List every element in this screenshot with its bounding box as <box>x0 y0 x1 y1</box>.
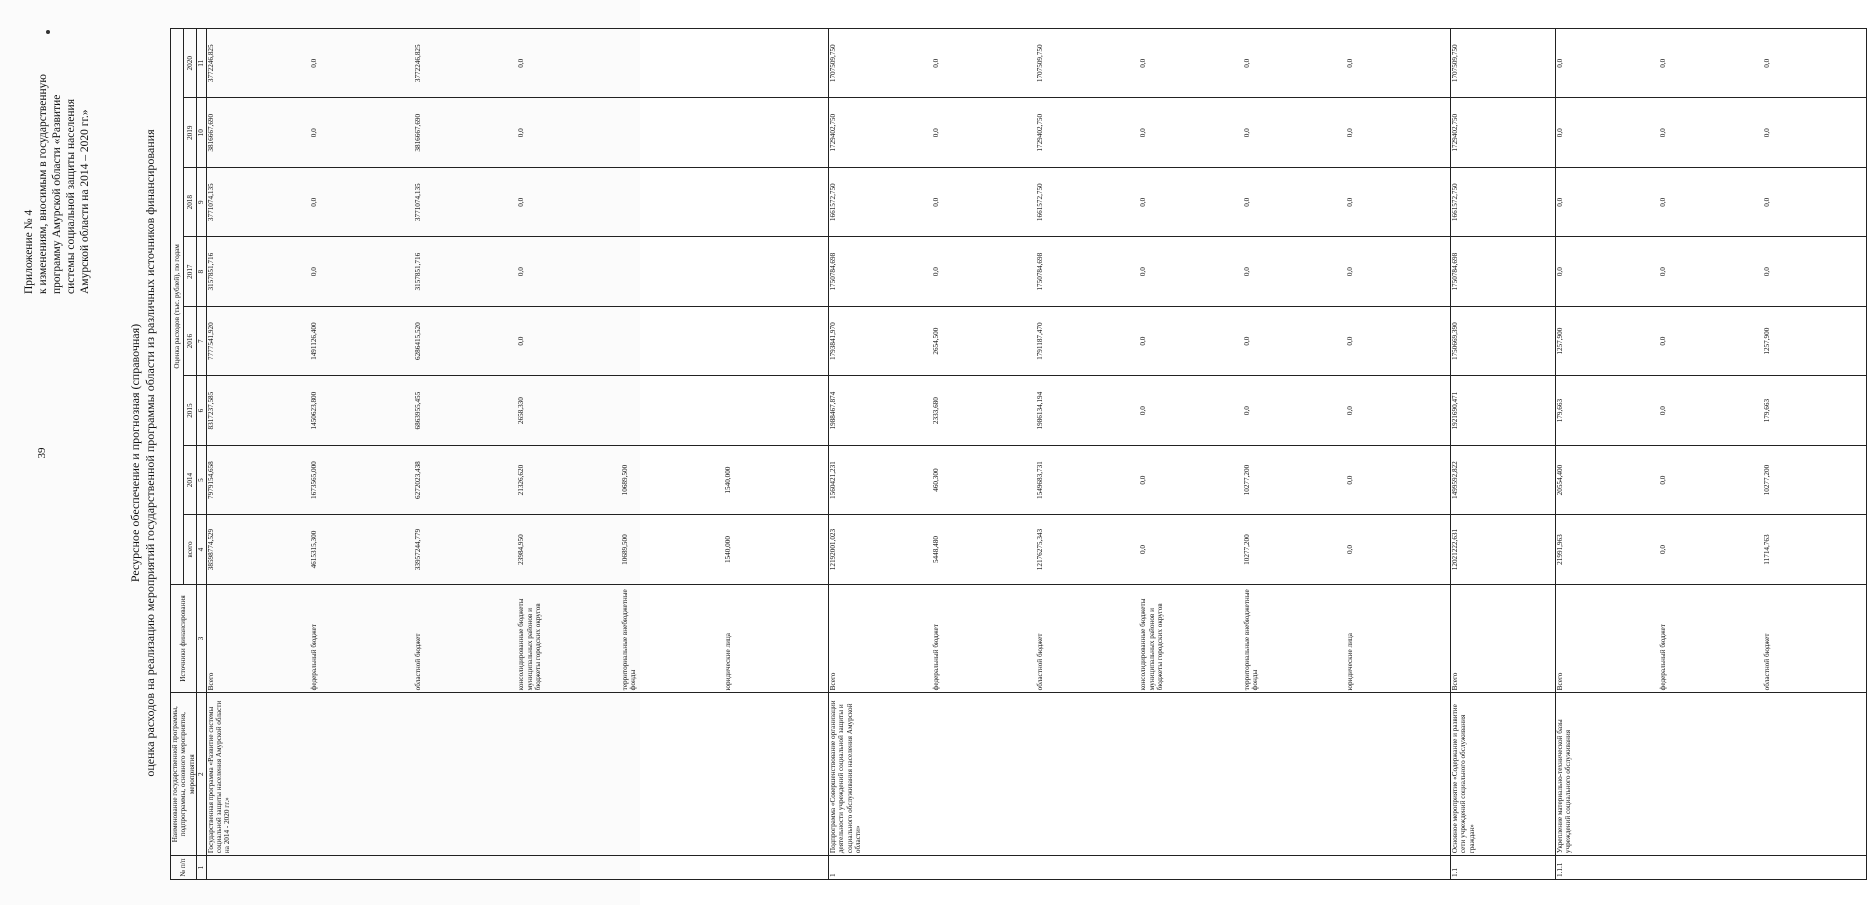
header-year: 2019 <box>184 98 197 167</box>
source-label: федеральный бюджет <box>932 624 941 691</box>
amount-value: 0,0 <box>1346 545 1355 555</box>
amount-list <box>207 31 828 96</box>
amount-value: 1988467,874 <box>828 391 837 430</box>
amount-list <box>1556 239 1867 303</box>
amount-cell <box>206 237 828 306</box>
amount-value: 33957244,779 <box>413 528 422 571</box>
amount-value: 20554,400 <box>1555 464 1564 496</box>
amount-value: 0,0 <box>1659 475 1668 485</box>
amount-value: 0,0 <box>1762 267 1771 277</box>
amount-value: 0,0 <box>517 267 526 277</box>
column-index: 3 <box>197 584 206 693</box>
amount-value: 0,0 <box>1659 267 1668 277</box>
table-row <box>828 29 1450 880</box>
amount-cell <box>206 445 828 514</box>
amount-list <box>1556 31 1867 96</box>
amount-value: 3816667,690 <box>206 113 215 152</box>
amount-list <box>829 448 1450 512</box>
amount-value: 1791187,470 <box>1035 322 1044 360</box>
amount-value: 0,0 <box>1139 58 1148 68</box>
column-index: 11 <box>197 29 206 99</box>
amount-cell <box>828 29 1450 99</box>
amount-value: 0,0 <box>1659 336 1668 346</box>
column-index: 7 <box>197 306 206 375</box>
amount-list <box>1556 101 1867 165</box>
amount-list <box>829 170 1450 234</box>
amount-value: 460,300 <box>932 468 941 492</box>
amount-value: 1750669,390 <box>1451 322 1459 361</box>
amount-value: 1257,900 <box>1555 327 1564 355</box>
amount-cell <box>1555 237 1867 306</box>
amount-value: 1540,000 <box>724 536 733 564</box>
amount-value: 0,0 <box>1346 128 1355 138</box>
amount-cell <box>206 98 828 167</box>
amount-value: 38598774,529 <box>206 528 215 571</box>
header-year: 2016 <box>184 306 197 375</box>
amount-value: 1986134,194 <box>1035 391 1044 430</box>
amount-value: 0,0 <box>932 58 941 68</box>
amount-value: 1729402,750 <box>1035 113 1044 152</box>
header-year: 2014 <box>184 445 197 514</box>
amount-value <box>724 378 828 442</box>
amount-cell <box>828 98 1450 167</box>
amount-value: 3816667,690 <box>413 113 422 152</box>
amount-value: 3771074,135 <box>413 183 422 222</box>
amount-value: 1661572,750 <box>1451 183 1459 222</box>
amount-value: 0,0 <box>1555 128 1564 138</box>
amount-value: 8317237,585 <box>206 391 215 430</box>
amount-cell <box>1555 29 1867 99</box>
rotated-document <box>20 18 1771 888</box>
table-row <box>206 29 828 880</box>
amount-value <box>724 170 828 234</box>
amount-value: 7979154,658 <box>206 461 215 499</box>
amount-value: 21991,963 <box>1555 534 1564 565</box>
source-cell <box>828 584 1450 693</box>
amount-value: 10277,200 <box>1762 464 1771 496</box>
amount-cell <box>206 515 828 584</box>
amount-cell <box>828 445 1450 514</box>
amount-list <box>1451 31 1555 96</box>
amount-value: 1707509,750 <box>828 44 837 83</box>
source-label: консолидированные бюджеты муниципальных районов и бюджеты городских округов <box>517 598 543 691</box>
amount-value: 1750784,698 <box>1035 252 1044 291</box>
amount-value: 1257,900 <box>1762 327 1771 355</box>
amount-value: 0,0 <box>1346 58 1355 68</box>
amount-value: 11714,763 <box>1762 534 1771 565</box>
budget-table <box>170 28 1867 880</box>
amount-value: 0,0 <box>1242 128 1251 138</box>
appendix-note <box>22 24 92 294</box>
amount-list <box>829 309 1450 373</box>
amount-cell <box>828 515 1450 584</box>
amount-value: 0,0 <box>1139 545 1148 555</box>
amount-value: 12176275,343 <box>1035 528 1044 571</box>
amount-value: 1560421,231 <box>828 461 837 499</box>
source-list <box>207 587 828 691</box>
amount-cell <box>206 167 828 236</box>
amount-value: 0,0 <box>1659 406 1668 416</box>
amount-value <box>724 31 828 96</box>
amount-list <box>1556 517 1867 581</box>
appendix-line: программу Амурской области «Развитие <box>51 94 63 294</box>
amount-value: 10277,200 <box>1242 534 1251 565</box>
amount-list <box>1451 517 1555 581</box>
source-label: Всего <box>1451 672 1459 691</box>
amount-value: 0,0 <box>1346 475 1355 485</box>
source-label: федеральный бюджет <box>1659 624 1668 691</box>
amount-value: 0,0 <box>1139 406 1148 416</box>
amount-value: 2333,680 <box>932 397 941 425</box>
amount-value: 1793841,970 <box>828 322 837 361</box>
header-name: Наименование государственной программы, подпрограммы, основного мероприятия, мероприятия <box>171 693 197 856</box>
row-number <box>206 856 828 880</box>
column-index: 8 <box>197 237 206 306</box>
amount-value: 0,0 <box>1555 197 1564 207</box>
amount-value: 1707509,750 <box>1451 44 1459 83</box>
amount-value: 1540,000 <box>724 466 733 494</box>
amount-value: 0,0 <box>1555 58 1564 68</box>
amount-value <box>621 239 725 303</box>
amount-cell <box>1451 237 1556 306</box>
amount-value: 0,0 <box>1139 475 1148 485</box>
amount-value: 1750784,698 <box>1451 252 1459 291</box>
column-index: 6 <box>197 376 206 445</box>
amount-list <box>1556 448 1867 512</box>
row-number: 1.1.1 <box>1555 856 1867 880</box>
amount-list <box>207 239 828 303</box>
amount-value: 0,0 <box>932 197 941 207</box>
amount-value: 0,0 <box>1242 267 1251 277</box>
amount-value: 0,0 <box>1346 197 1355 207</box>
amount-value: 1750784,698 <box>828 252 837 291</box>
amount-list <box>207 309 828 373</box>
amount-value: 1549683,731 <box>1035 461 1044 499</box>
amount-list <box>1451 309 1555 373</box>
source-label: территориальные внебюджетные фонды <box>1242 589 1260 691</box>
budget-body <box>197 29 1867 880</box>
amount-value: 0,0 <box>1242 58 1251 68</box>
heading-line: оценка расходов на реализацию мероприятий государственной программы области из различных источников финансирования <box>143 129 157 777</box>
amount-value: 3157851,716 <box>206 252 215 291</box>
amount-value <box>621 31 725 96</box>
amount-value: 12192001,023 <box>828 528 837 571</box>
column-index: 2 <box>197 693 206 856</box>
amount-value: 1707509,750 <box>1035 44 1044 83</box>
amount-value: 6272023,438 <box>413 461 422 499</box>
amount-list <box>1451 378 1555 442</box>
amount-value: 0,0 <box>1346 336 1355 346</box>
appendix-line: Амурской области на 2014 – 2020 гг.» <box>79 109 91 294</box>
amount-value: 0,0 <box>1242 197 1251 207</box>
amount-value: 10689,500 <box>620 534 629 565</box>
source-list <box>829 587 1450 691</box>
amount-value: 0,0 <box>310 197 319 207</box>
source-label: Всего <box>1555 672 1564 691</box>
amount-value: 5448,480 <box>932 536 941 564</box>
amount-cell <box>828 376 1450 445</box>
amount-value: 179,663 <box>1555 398 1564 423</box>
appendix-line: системы социальной защиты населения <box>65 99 77 294</box>
row-title: Государственная программа «Развитие системы социальной защиты населения Амурской области на 2014 - 2020 гг.» <box>206 693 828 856</box>
amount-value: 1491126,400 <box>310 322 319 360</box>
table-row <box>1555 29 1867 880</box>
amount-cell <box>828 237 1450 306</box>
amount-value: 0,0 <box>1659 197 1668 207</box>
amount-list <box>1556 170 1867 234</box>
amount-value: 2658,330 <box>517 397 526 425</box>
amount-value: 23984,950 <box>517 534 526 565</box>
amount-value: 0,0 <box>1346 406 1355 416</box>
amount-list <box>1451 101 1555 165</box>
amount-value: 10277,200 <box>1242 464 1251 496</box>
source-label: юридические лица <box>724 633 733 691</box>
amount-cell <box>206 376 828 445</box>
header-num: № п/п <box>171 856 197 880</box>
amount-list <box>829 31 1450 96</box>
amount-value: 21326,620 <box>517 464 526 496</box>
amount-value: 0,0 <box>310 58 319 68</box>
source-label: юридические лица <box>1346 633 1355 691</box>
amount-list <box>1451 448 1555 512</box>
header-total: всего <box>184 515 197 584</box>
amount-value: 179,663 <box>1762 398 1771 423</box>
amount-value: 3772246,825 <box>413 44 422 83</box>
amount-cell <box>1555 306 1867 375</box>
amount-value: 0,0 <box>517 336 526 346</box>
amount-value: 1673565,000 <box>310 461 319 499</box>
amount-value <box>724 101 828 165</box>
row-number: 1 <box>828 856 1450 880</box>
amount-value: 0,0 <box>1762 58 1771 68</box>
appendix-line: к изменениям, вносимым в государственную <box>37 74 49 294</box>
amount-list <box>829 378 1450 442</box>
amount-value: 0,0 <box>517 197 526 207</box>
amount-value: 0,0 <box>1659 58 1668 68</box>
amount-value <box>621 101 725 165</box>
amount-value: 10689,500 <box>620 464 629 496</box>
amount-list <box>207 448 828 512</box>
amount-list <box>1556 309 1867 373</box>
table-heading <box>128 18 158 888</box>
source-label: территориальные внебюджетные фонды <box>620 589 638 691</box>
amount-value: 1729402,750 <box>1451 113 1459 152</box>
column-index: 9 <box>197 167 206 236</box>
amount-cell <box>1555 515 1867 584</box>
amount-list <box>207 378 828 442</box>
page-number: 39 <box>36 447 48 459</box>
amount-list <box>207 517 828 581</box>
row-title: Подпрограмма «Совершенствование организации деятельности учреждений социальной защиты и социального обслуживания населения Амурской области» <box>828 693 1450 856</box>
amount-value: 0,0 <box>932 128 941 138</box>
source-label: федеральный бюджет <box>310 624 319 691</box>
amount-cell <box>1451 98 1556 167</box>
amount-list <box>207 101 828 165</box>
amount-value: 6286415,520 <box>413 322 422 361</box>
amount-value: 0,0 <box>517 128 526 138</box>
amount-value: 1661572,750 <box>1035 183 1044 222</box>
amount-cell <box>1555 376 1867 445</box>
amount-value: 12021222,631 <box>1451 528 1459 571</box>
header-year: 2017 <box>184 237 197 306</box>
source-cell <box>1555 584 1867 693</box>
amount-list <box>829 517 1450 581</box>
amount-value: 0,0 <box>1762 128 1771 138</box>
amount-value: 0,0 <box>1139 336 1148 346</box>
column-index-row <box>197 29 206 880</box>
appendix-line: Приложение № 4 <box>23 209 35 294</box>
amount-value: 0,0 <box>1762 197 1771 207</box>
header-estimate: Оценка расходов (тыс. рублей), по годам <box>171 29 184 585</box>
amount-list <box>207 170 828 234</box>
amount-value <box>724 239 828 303</box>
header-source: Источники финансирования <box>171 584 197 693</box>
amount-list <box>1451 170 1555 234</box>
amount-value: 1921690,471 <box>1451 391 1459 430</box>
column-index: 5 <box>197 445 206 514</box>
source-label: консолидированные бюджеты муниципальных районов и бюджеты городских округов <box>1139 598 1165 691</box>
amount-value: 0,0 <box>1139 197 1148 207</box>
amount-cell <box>828 306 1450 375</box>
amount-cell <box>1451 167 1556 236</box>
amount-cell <box>206 29 828 99</box>
amount-cell <box>1555 445 1867 514</box>
amount-value: 3771074,135 <box>206 183 215 222</box>
amount-cell <box>1451 445 1556 514</box>
amount-cell <box>206 306 828 375</box>
amount-value <box>724 309 828 373</box>
header-year: 2018 <box>184 167 197 236</box>
source-cell <box>206 584 828 693</box>
amount-value: 1661572,750 <box>828 183 837 222</box>
amount-value: 1729402,750 <box>828 113 837 152</box>
amount-value <box>621 170 725 234</box>
amount-cell <box>828 167 1450 236</box>
header-year: 2015 <box>184 376 197 445</box>
amount-value: 3157851,716 <box>413 252 422 291</box>
amount-value: 4615315,300 <box>310 530 319 569</box>
amount-cell <box>1451 306 1556 375</box>
amount-value: 0,0 <box>1139 128 1148 138</box>
amount-value: 0,0 <box>1139 267 1148 277</box>
amount-value: 3772246,825 <box>206 44 215 83</box>
header-year: 2020 <box>184 29 197 99</box>
row-title: Укрепление материально-технической базы учреждений социального обслуживания <box>1555 693 1867 856</box>
source-cell <box>1451 584 1556 693</box>
amount-value: 0,0 <box>310 267 319 277</box>
amount-value: 0,0 <box>1242 406 1251 416</box>
amount-value: 0,0 <box>517 58 526 68</box>
source-label: Всего <box>206 672 215 691</box>
amount-list <box>829 239 1450 303</box>
source-list <box>1451 587 1555 691</box>
amount-cell <box>1451 515 1556 584</box>
amount-cell <box>1451 376 1556 445</box>
header-row-1 <box>171 29 184 880</box>
amount-cell <box>1451 29 1556 99</box>
amount-value: 0,0 <box>1555 267 1564 277</box>
amount-value: 0,0 <box>1659 128 1668 138</box>
amount-cell <box>1555 98 1867 167</box>
amount-value: 0,0 <box>1659 545 1668 555</box>
amount-value: 1450623,800 <box>310 391 319 430</box>
amount-value <box>621 378 725 442</box>
source-label: областной бюджет <box>1762 633 1771 691</box>
amount-value: 1499592,822 <box>1451 461 1459 499</box>
table-row <box>1451 29 1556 880</box>
source-label: областной бюджет <box>413 633 422 691</box>
amount-value <box>621 309 725 373</box>
amount-value: 0,0 <box>310 128 319 138</box>
source-label: областной бюджет <box>1035 633 1044 691</box>
amount-value: 6863955,455 <box>413 391 422 430</box>
row-title: Основное мероприятие «Содержание и развитие сети учреждений социального обслуживания граждан» <box>1451 693 1556 856</box>
column-index: 1 <box>197 856 206 880</box>
amount-value: 0,0 <box>1242 336 1251 346</box>
source-label: Всего <box>828 672 837 691</box>
amount-list <box>1556 378 1867 442</box>
row-number: 1.1 <box>1451 856 1556 880</box>
amount-value: 7777541,920 <box>206 322 215 361</box>
column-index: 4 <box>197 515 206 584</box>
amount-value: 0,0 <box>1346 267 1355 277</box>
amount-value: 0,0 <box>932 267 941 277</box>
heading-line: Ресурсное обеспечение и прогнозная (справочная) <box>128 323 142 583</box>
amount-list <box>1451 239 1555 303</box>
amount-value: 2654,500 <box>932 327 941 355</box>
amount-cell <box>1555 167 1867 236</box>
amount-list <box>829 101 1450 165</box>
column-index: 10 <box>197 98 206 167</box>
source-list <box>1556 587 1867 691</box>
